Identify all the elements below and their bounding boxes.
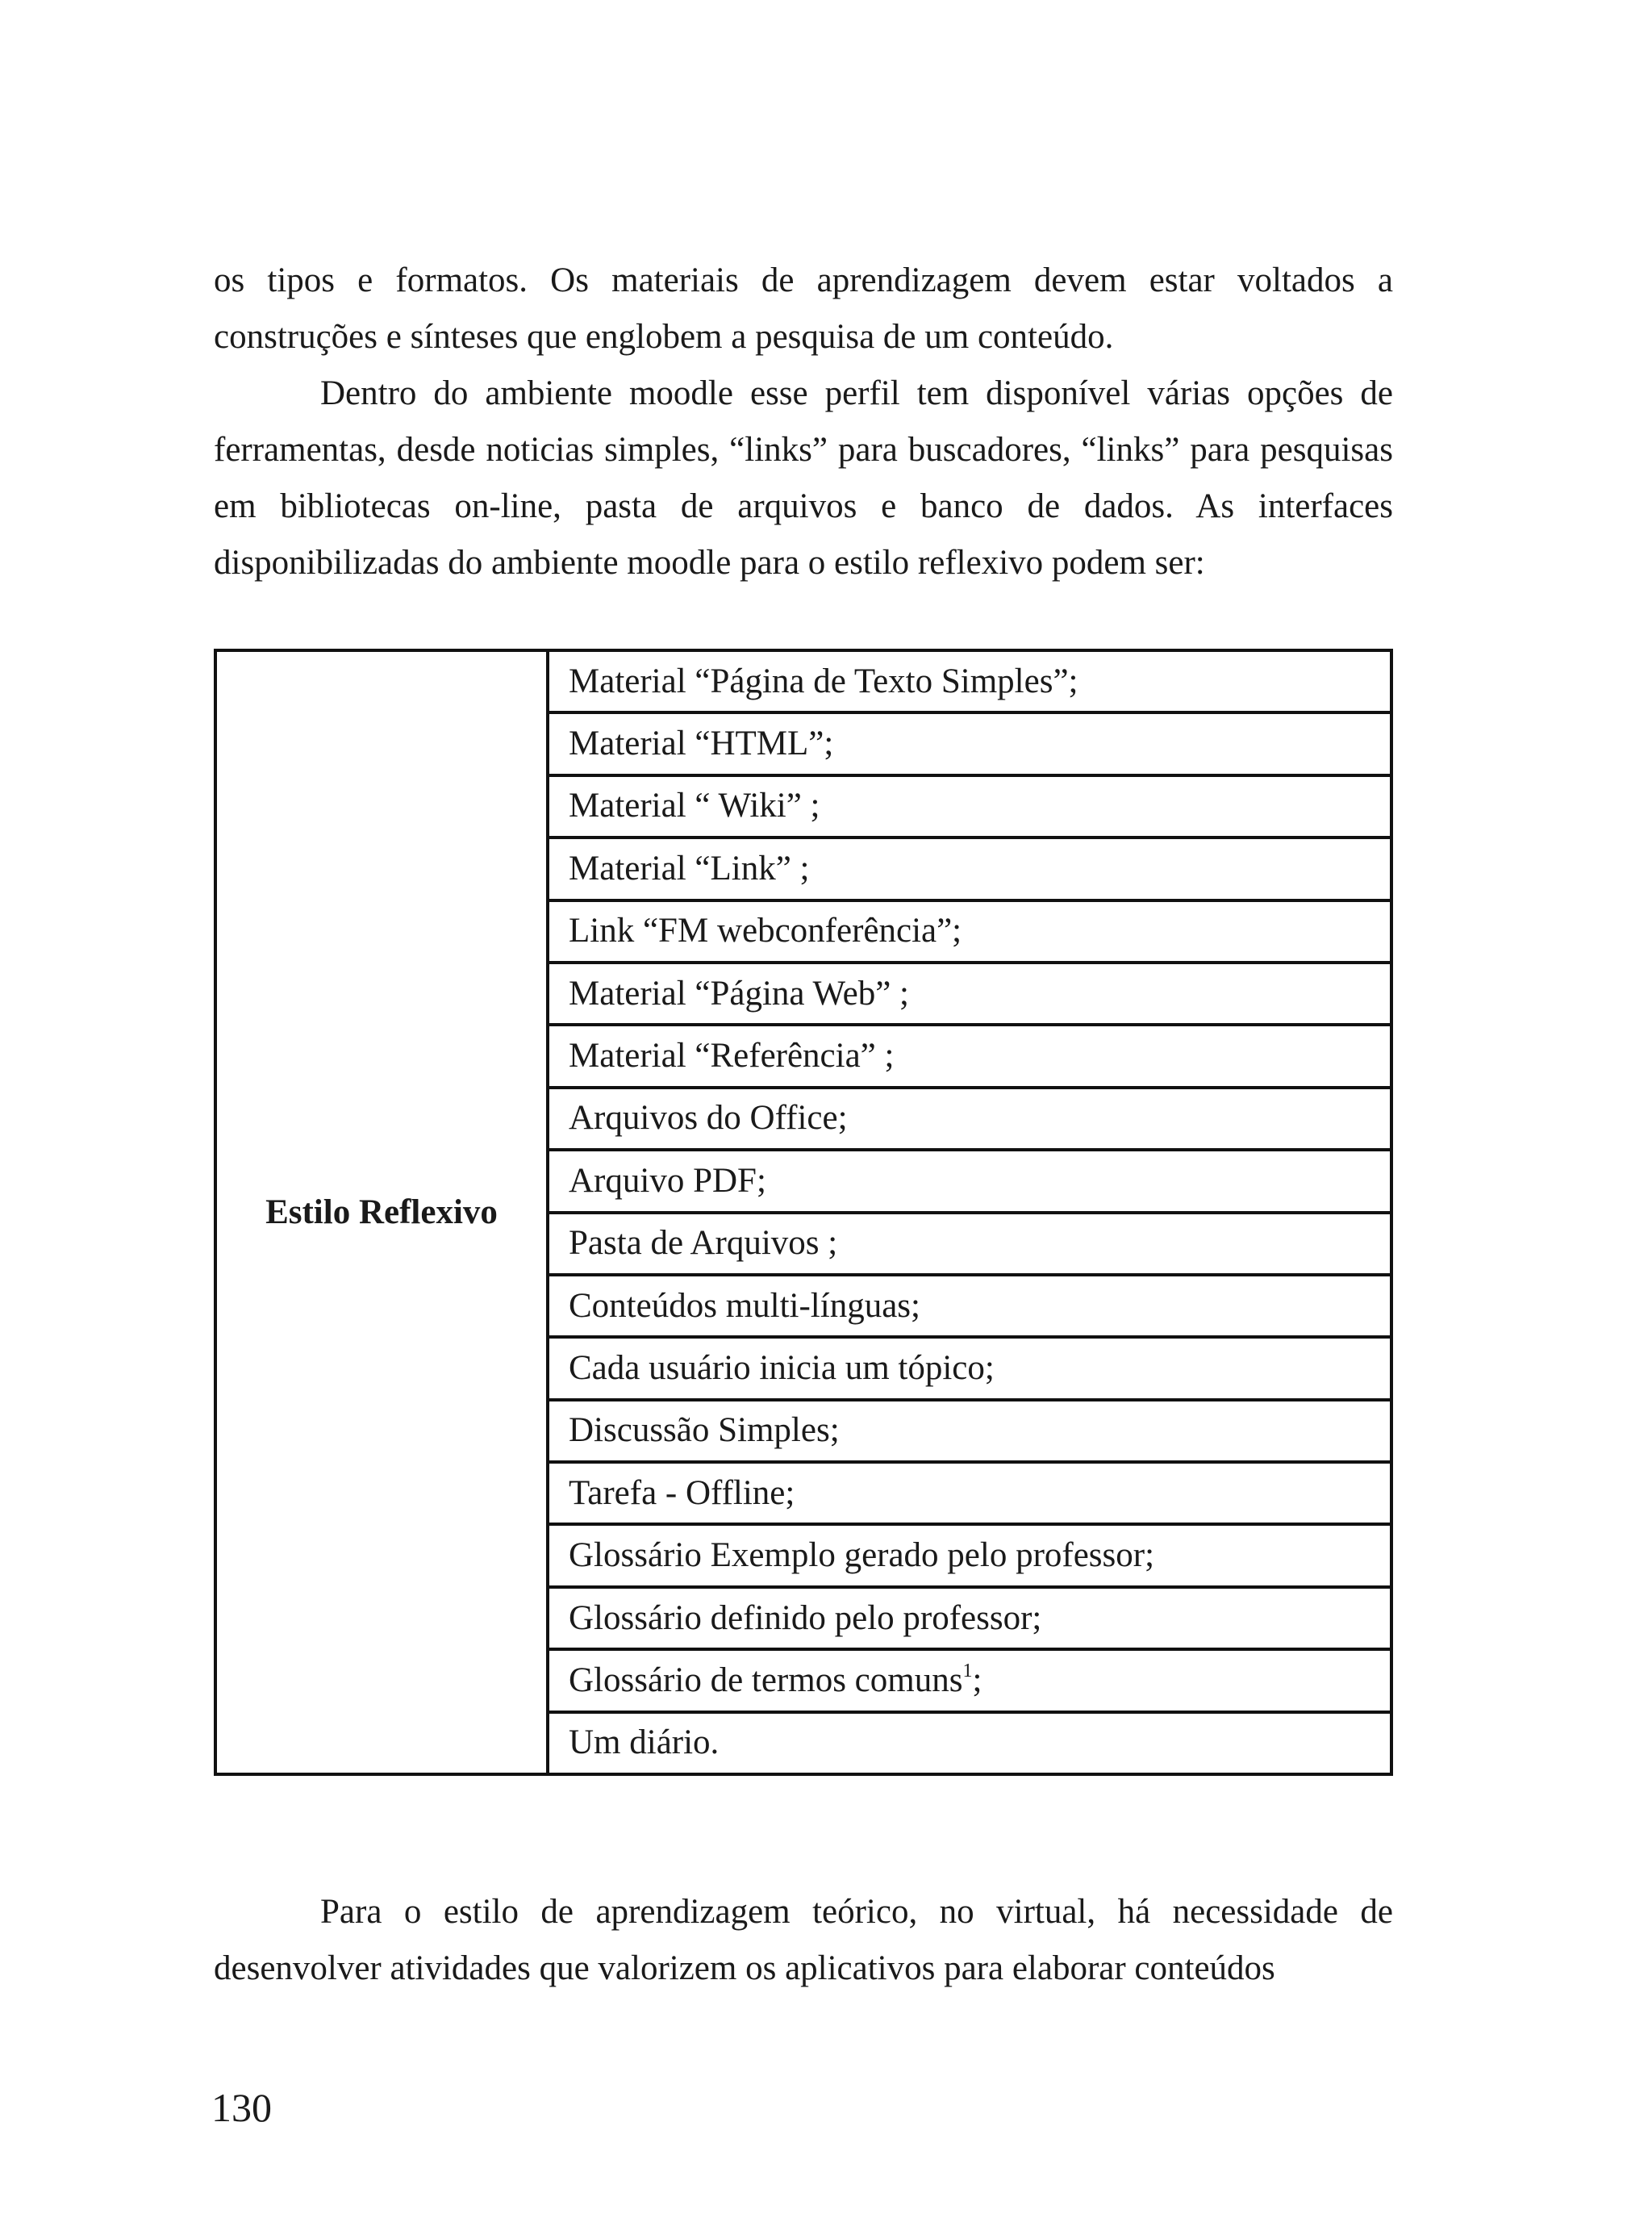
table-row [215,650,1391,712]
table-item: Tarefa - Offline; [548,1462,1391,1524]
footnote-marker: 1 [962,1660,973,1681]
table-item: Pasta de Arquivos ; [548,1213,1391,1275]
table-item: Material “Página Web” ; [548,963,1391,1025]
table-item-footnoted [548,1649,1391,1711]
paragraph-theoretical-style: Para o estilo de aprendizagem teórico, no virtual, há necessidade de desenvolver atividades que valorizem os aplicativos para elaborar conteúdos [214,1893,1393,1987]
table-item: Material “ Wiki” ; [548,775,1391,838]
table-item: Glossário definido pelo professor; [548,1587,1391,1649]
table-item: Discussão Simples; [548,1400,1391,1462]
table-item: Link “FM webconferência”; [548,900,1391,963]
body-text-top [214,253,1393,591]
table-item: Material “Página de Texto Simples”; [548,650,1391,712]
table-item: Arquivos do Office; [548,1088,1391,1150]
table-item-suffix: ; [972,1660,982,1699]
reflexive-style-table [214,649,1393,1776]
table-item: Material “Link” ; [548,838,1391,900]
paragraph-moodle-tools: Dentro do ambiente moodle esse perfil tem disponível várias opções de ferramentas, desde noticias simples, “links” para buscadores, “links” para pesquisas em bibliotecas on-line, pasta de arquivos e banco de dados. As interfaces disponibilizadas do ambiente moodle para o estilo reflexivo podem ser: [214,374,1393,582]
page-number: 130 [211,2085,272,2130]
table-item: Glossário Exemplo gerado pelo professor; [548,1524,1391,1586]
table-item-text: Glossário de termos comuns [569,1660,963,1699]
table-item: Material “HTML”; [548,712,1391,775]
table-item: Material “Referência” ; [548,1025,1391,1087]
body-text-bottom [214,1884,1393,1997]
table-item: Arquivo PDF; [548,1150,1391,1212]
paragraph-continuation: os tipos e formatos. Os materiais de aprendizagem devem estar voltados a construções e sínteses que englobem a pesquisa de um conteúdo. [214,261,1393,356]
table-item: Conteúdos multi-línguas; [548,1275,1391,1337]
table-item: Cada usuário inicia um tópico; [548,1337,1391,1399]
style-label-cell: Estilo Reflexivo [215,650,548,1774]
table-item: Um diário. [548,1712,1391,1774]
